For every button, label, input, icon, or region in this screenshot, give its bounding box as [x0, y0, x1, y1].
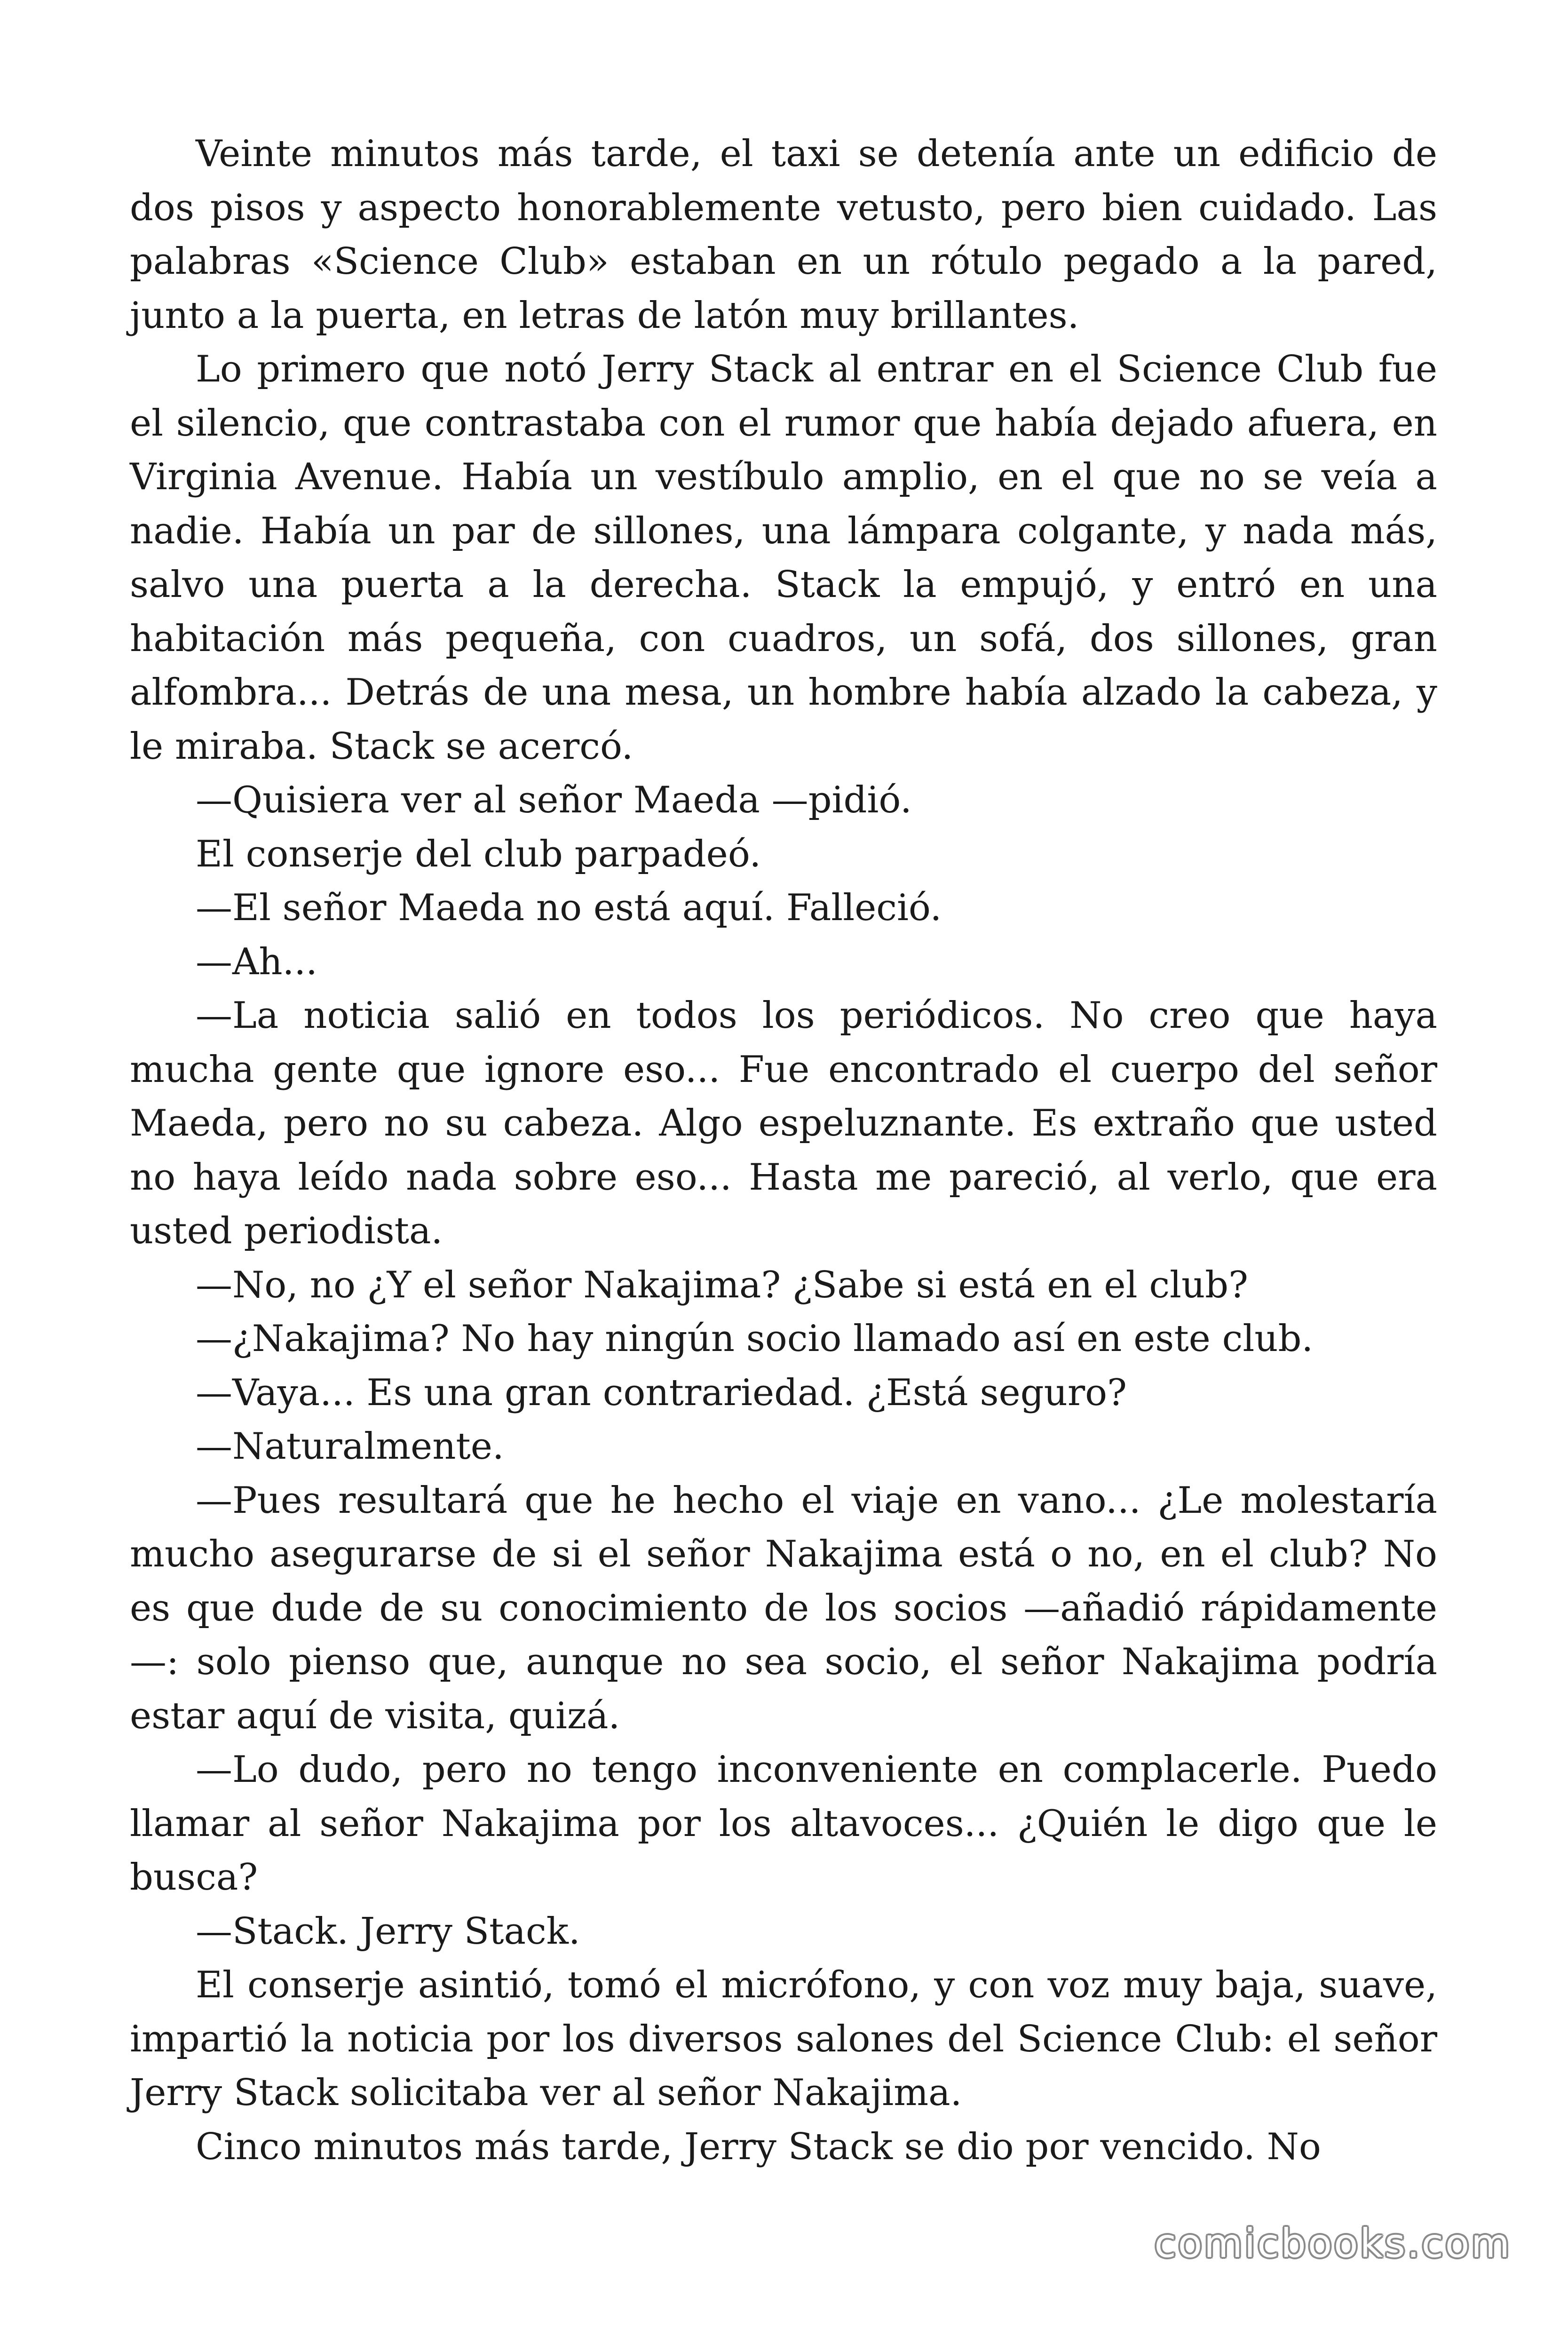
paragraph: —Pues resultará que he hecho el viaje en vano... ¿Le molestaría mucho asegurarse de si el señor Nakajima está o no, en el club? No es que dude de su conocimiento de los socios —añadió rápidamente —: solo pienso que, aunque no sea socio, el señor Nakajima podría estar aquí de visita, quizá. [130, 1479, 1437, 1737]
paragraph: —No, no ¿Y el señor Nakajima? ¿Sabe si está en el club? [196, 1263, 1248, 1306]
paragraph: El conserje del club parpadeó. [196, 833, 761, 875]
page-body [130, 127, 1437, 2174]
paragraph: —La noticia salió en todos los periódicos. No creo que haya mucha gente que ignore eso... Fue encontrado el cuerpo del señor Maeda, pero no su cabeza. Algo espeluznante. Es extraño que usted no haya leído nada sobre eso... Hasta me pareció, al verlo, que era usted periodista. [130, 994, 1437, 1252]
paragraph: Veinte minutos más tarde, el taxi se detenía ante un edificio de dos pisos y aspecto honorablemente vetusto, pero bien cuidado. Las palabras «Science Club» estaban en un rótulo pegado a la pared, junto a la puerta, en letras de latón muy brillantes. [130, 133, 1437, 337]
paragraph: —Vaya... Es una gran contrariedad. ¿Está seguro? [196, 1371, 1127, 1414]
paragraph: —Stack. Jerry Stack. [196, 1910, 580, 1953]
paragraph: —El señor Maeda no está aquí. Falleció. [196, 887, 942, 929]
paragraph: —Quisiera ver al señor Maeda —pidió. [196, 779, 912, 821]
paragraph: —Lo dudo, pero no tengo inconveniente en complacerle. Puedo llamar al señor Nakajima por los altavoces... ¿Quién le digo que le busca? [130, 1748, 1437, 1899]
paragraph: —¿Nakajima? No hay ningún socio llamado así en este club. [196, 1318, 1314, 1360]
watermark-logo: comicbooks.com [1154, 2220, 1512, 2266]
paragraph: Lo primero que notó Jerry Stack al entrar en el Science Club fue el silencio, que contrastaba con el rumor que había dejado afuera, en Virginia Avenue. Había un vestíbulo amplio, en el que no se veía a nadie. Había un par de sillones, una lámpara colgante, y nada más, salvo una puerta a la derecha. Stack la empujó, y entró en una habitación más pequeña, con cuadros, un sofá, dos sillones, gran alfombra... Detrás de una mesa, un hombre había alzado la cabeza, y le miraba. Stack se acercó. [130, 348, 1437, 768]
paragraph: —Ah... [196, 940, 317, 983]
paragraph: Cinco minutos más tarde, Jerry Stack se dio por vencido. No [196, 2125, 1321, 2168]
paragraph: —Naturalmente. [196, 1425, 504, 1468]
paragraph: El conserje asintió, tomó el micrófono, y con voz muy baja, suave, impartió la noticia por los diversos salones del Science Club: el señor Jerry Stack solicitaba ver al señor Nakajima. [130, 1964, 1437, 2114]
